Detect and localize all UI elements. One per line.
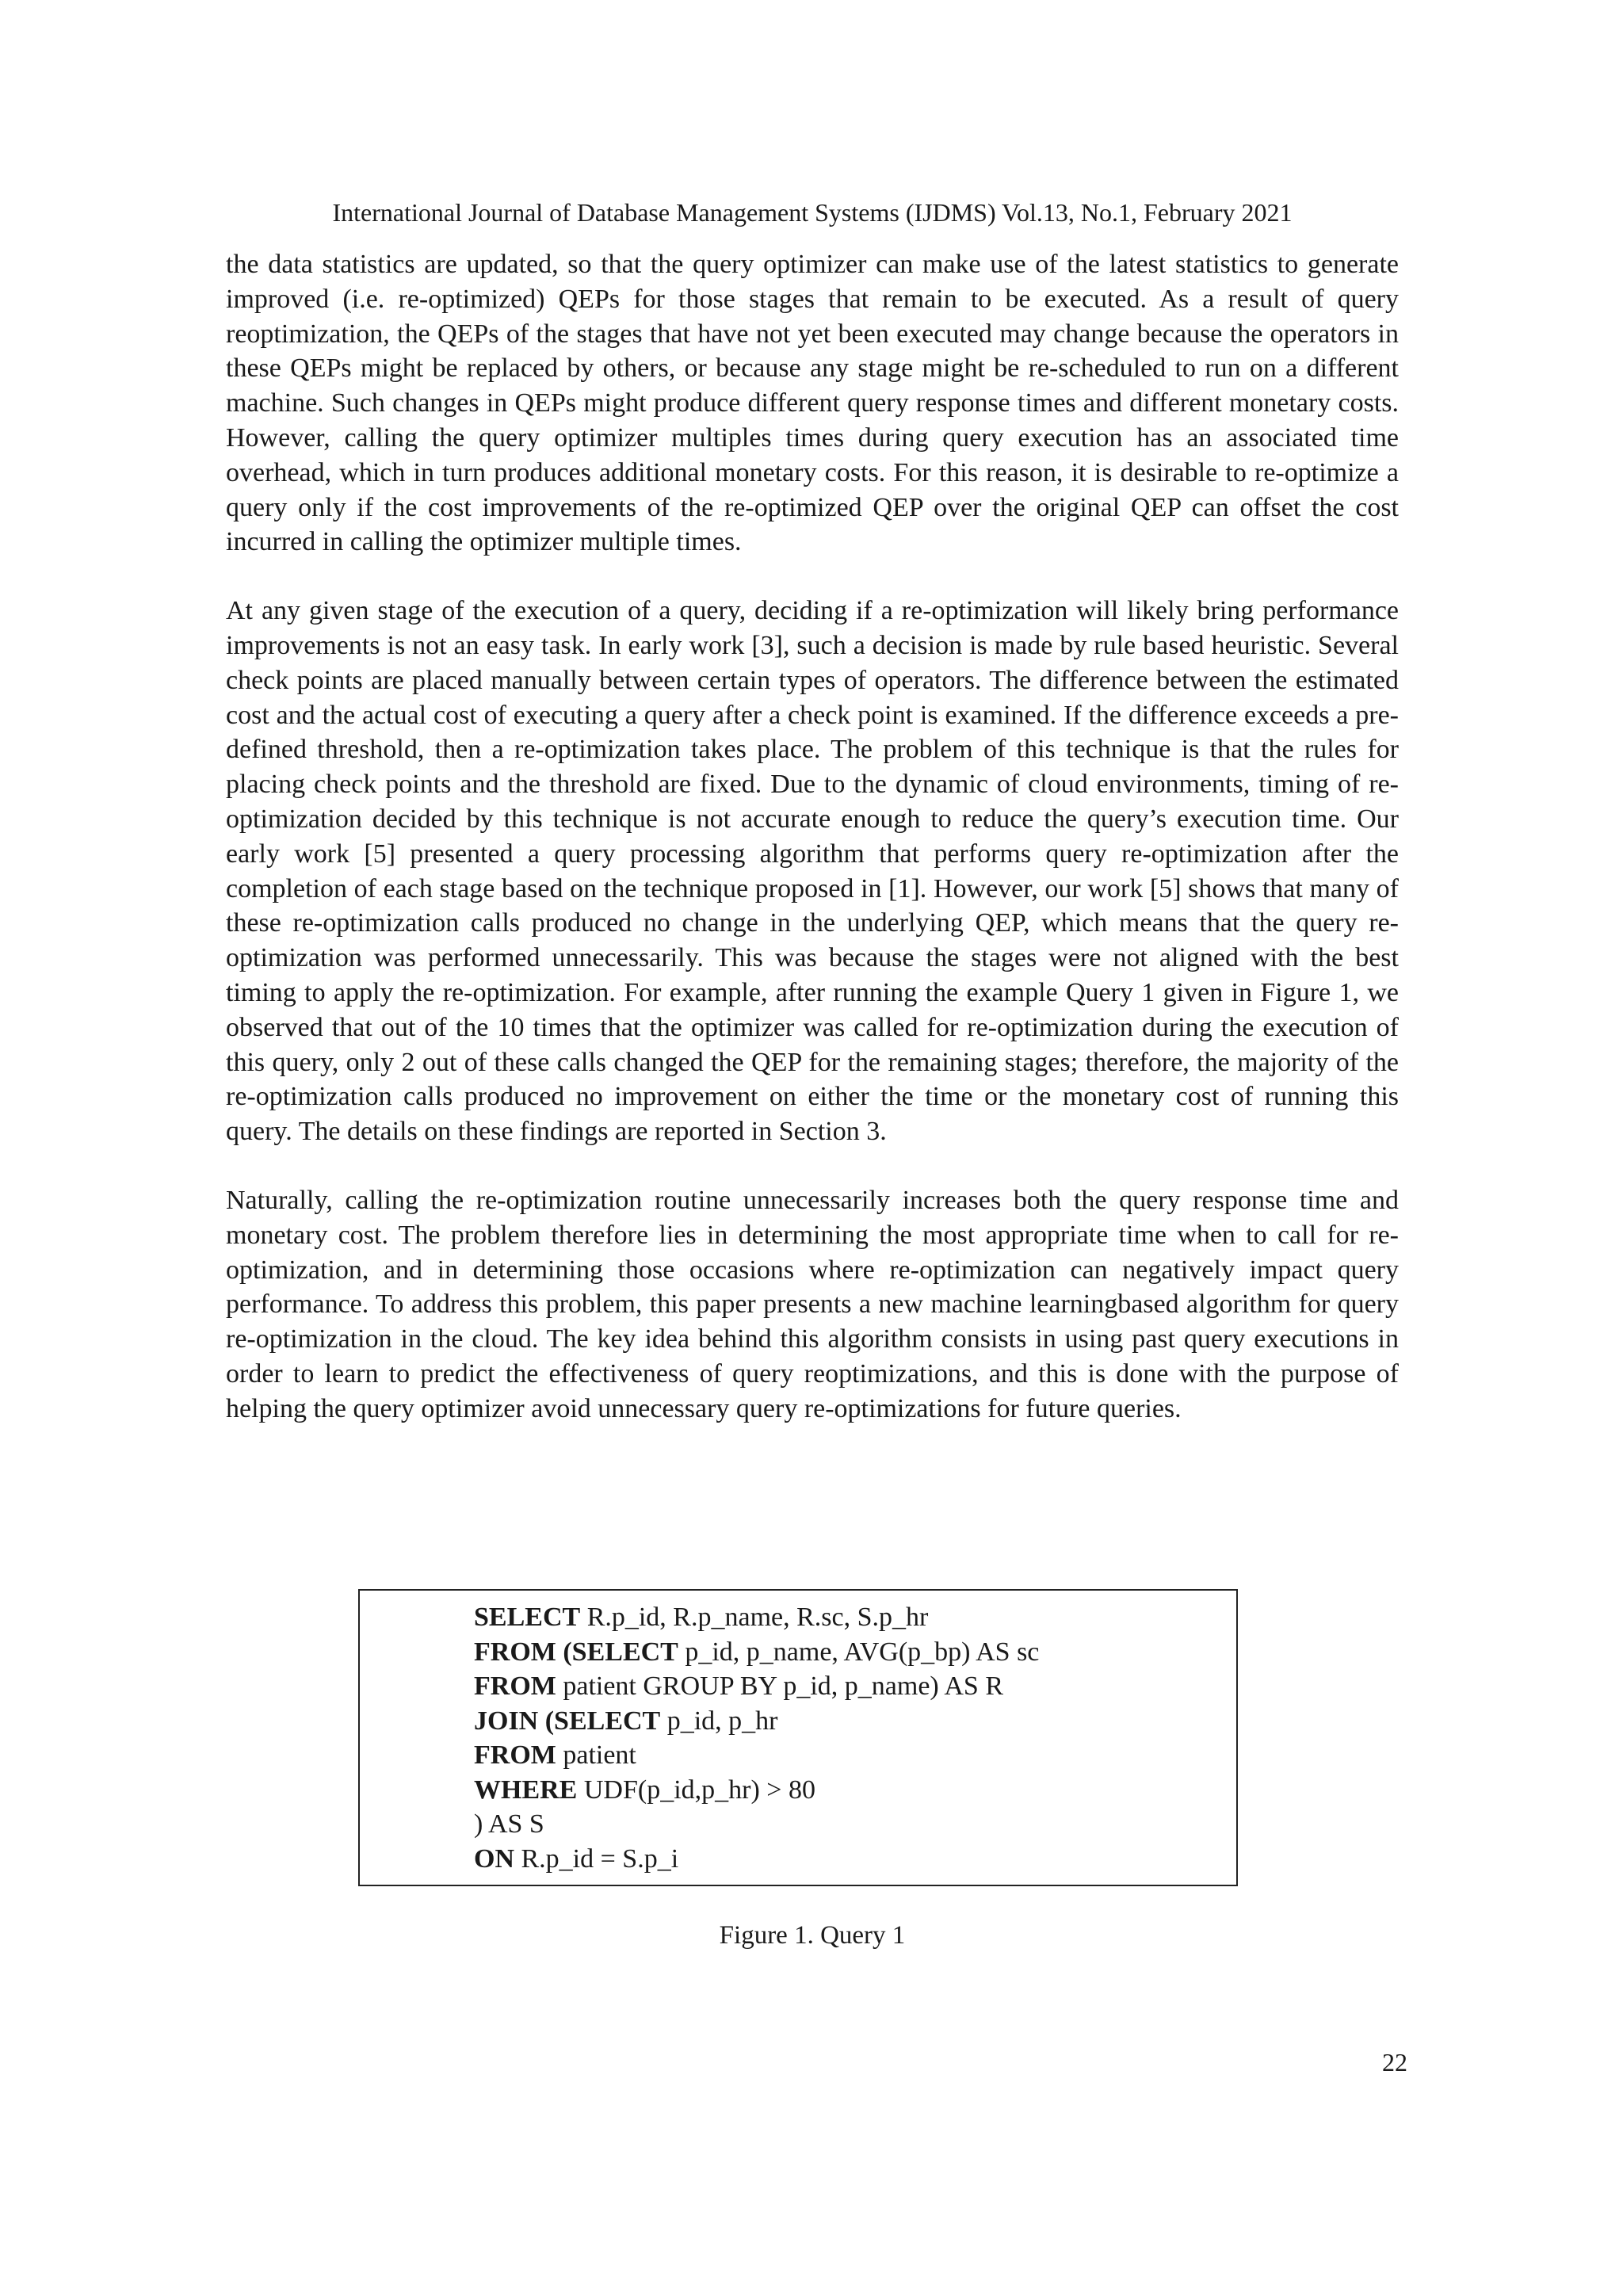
code-line (474, 1635, 1039, 1670)
sql-keyword: FROM (SELECT (474, 1637, 678, 1667)
sql-text: p_id, p_name, AVG(p_bp) AS sc (678, 1637, 1040, 1667)
code-line (474, 1669, 1039, 1704)
sql-text: ) AS S (474, 1809, 544, 1839)
sql-text: UDF(p_id,p_hr) > 80 (577, 1775, 815, 1805)
sql-query-code (474, 1600, 1039, 1876)
body-text (226, 247, 1399, 1461)
code-line (474, 1773, 1039, 1808)
page-number: 22 (1382, 2048, 1407, 2076)
sql-text: R.p_id = S.p_i (514, 1843, 679, 1874)
code-line (474, 1842, 1039, 1877)
sql-keyword: JOIN (SELECT (474, 1706, 661, 1736)
paragraph-3: Naturally, calling the re-optimization routine unnecessarily increases both the query response time and monetary cost. The problem therefore lies in determining the most appropriate time when to call for re-optimization, and in determining those occasions where re-optimization can negatively impact query performance. To address this problem, this paper presents a new machine learningbased algorithm for query re-optimization in the cloud. The key idea behind this algorithm consists in using past query executions in order to learn to predict the effectiveness of query reoptimizations, and this is done with the purpose of helping the query optimizer avoid unnecessary query re-optimizations for future queries. (226, 1185, 1399, 1423)
sql-text: patient (556, 1740, 636, 1770)
code-line (474, 1704, 1039, 1739)
sql-keyword: WHERE (474, 1775, 578, 1805)
sql-keyword: FROM (474, 1740, 556, 1770)
code-line (474, 1738, 1039, 1773)
figure-caption: Figure 1. Query 1 (719, 1921, 906, 1950)
code-line (474, 1600, 1039, 1635)
code-line (474, 1807, 1039, 1842)
running-header: International Journal of Database Management Systems (IJDMS) Vol.13, No.1, February 2021 (332, 198, 1293, 227)
paragraph-2: At any given stage of the execution of a query, deciding if a re-optimization will likely bring performance improvements is not an easy task. In early work [3], such a decision is made by rule based heuristic. Several check points are placed manually between certain types of operators. The difference between the estimated cost and the actual cost of executing a query after a check point is examined. If the difference exceeds a pre-defined threshold, then a re-optimization takes place. The problem of this technique is that the rules for placing check points and the threshold are fixed. Due to the dynamic of cloud environments, timing of re-optimization decided by this technique is not accurate enough to reduce the query’s execution time. Our early work [5] presented a query processing algorithm that performs query re-optimization after the completion of each stage based on the technique proposed in [1]. However, our work [5] shows that many of these re-optimization calls produced no change in the underlying QEP, which means that the query re-optimization was performed unnecessarily. This was because the stages were not aligned with the best timing to apply the re-optimization. For example, after running the example Query 1 given in Figure 1, we observed that out of the 10 times that the optimizer was called for re-optimization during the execution of this query, only 2 out of these calls changed the QEP for the remaining stages; therefore, the majority of the re-optimization calls produced no improvement on either the time or the monetary cost of running this query. The details on these findings are reported in Section 3. (226, 596, 1399, 1147)
figure-1-box (358, 1589, 1238, 1886)
sql-text: p_id, p_hr (660, 1706, 778, 1736)
sql-keyword: ON (474, 1843, 514, 1874)
sql-text: patient GROUP BY p_id, p_name) AS R (556, 1671, 1003, 1701)
sql-keyword: SELECT (474, 1603, 581, 1632)
sql-text: R.p_id, R.p_name, R.sc, S.p_hr (580, 1603, 929, 1632)
sql-keyword: FROM (474, 1671, 556, 1701)
paragraph-1: the data statistics are updated, so that the query optimizer can make use of the latest statistics to generate improved (i.e. re-optimized) QEPs for those stages that remain to be executed. As a result of query reoptimization, the QEPs of the stages that have not yet been executed may change because the operators in these QEPs might be replaced by others, or because any stage might be re-scheduled to run on a different machine. Such changes in QEPs might produce different query response times and different monetary costs. However, calling the query optimizer multiples times during query execution has an associated time overhead, which in turn produces additional monetary costs. For this reason, it is desirable to re-optimize a query only if the cost improvements of the re-optimized QEP over the original QEP can offset the cost incurred in calling the optimizer multiple times. (226, 250, 1399, 557)
